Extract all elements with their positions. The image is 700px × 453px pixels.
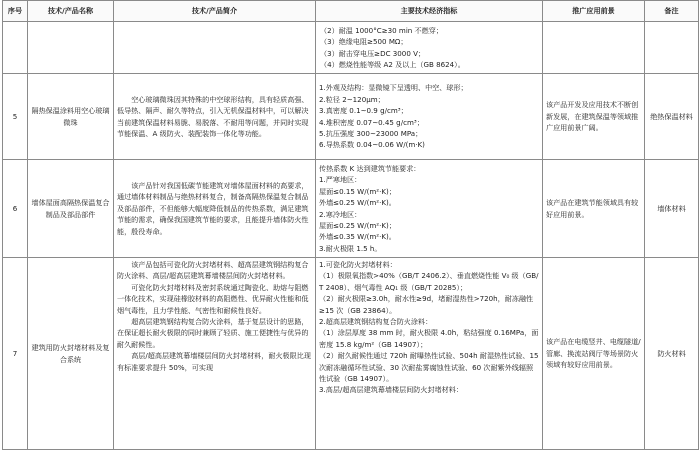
- spec-line: （3）耐击穿电压≥DC 3000 V；: [320, 48, 426, 58]
- intro-paragraph: 可瓷化防火封堵材料及密封系统通过陶瓷化、助熔与阻燃一体化技术，实现硅橡胶材料的高阻燃性、优异耐火性能和低烟气毒性，且力学性能、气密性和耐候性良好。: [117, 282, 309, 315]
- header-spec: 主要技术经济指标: [316, 1, 543, 22]
- header-name: 技术/产品名称: [28, 1, 114, 22]
- cell-spec: [316, 22, 543, 74]
- table-row-6: [3, 160, 699, 258]
- cell-spec: [316, 258, 543, 450]
- cell-promo: 该产品在建筑节能领域具有较好应用前景。: [543, 160, 645, 258]
- spec-line: 1.严寒地区：: [319, 175, 362, 185]
- spec-line: 外墙≤0.25 W/(m²·K)。: [319, 198, 396, 208]
- spec-line: （1）极限氧指数>40%（GB/T 2406.2）、垂直燃烧性能 V₀ 级（GB/T 2408）、烟气毒性 AQ₁ 级（GB/T 20285）；: [319, 271, 539, 292]
- intro-text: 该产品针对我国低碳节能建筑对墙体屋面材料的高要求，通过墙体材料制品与绝热材料复合，制备高隔热保温复合制品及部品部件，不但能够大幅度降低制品的传热系数，满足建筑节能的需求，确保我国建筑节能的要求，且能提升墙体防火性能，殷役寿命。: [117, 180, 309, 236]
- cell-note: 绝热保温材料: [645, 74, 699, 160]
- cell-spec: [316, 160, 543, 258]
- spec-line: 3.高层/超高层建筑幕墙楼层间防火封堵材料：: [319, 385, 463, 395]
- spec-line: 外墙≤0.35 W/(m²·K)。: [319, 232, 396, 242]
- intro-paragraph: 该产品包括可瓷化防火封堵材料、超高层建筑钢结构复合防火涂料、高层/超高层建筑幕墙楼层间防火封堵材料。: [117, 260, 309, 281]
- spec-line: 3.真密度 0.1~0.9 g/cm³；: [319, 106, 408, 116]
- spec-line: （4）燃烧性能等级 A2 及以上（GB 8624）。: [320, 59, 465, 69]
- header-promo: 推广应用前景: [543, 1, 645, 22]
- cell-no: 5: [3, 74, 28, 160]
- spec-line: 3.耐火极限 1.5 h。: [319, 243, 382, 253]
- cell-note: 墙体材料: [645, 160, 699, 258]
- header-note: 备注: [645, 1, 699, 22]
- cell-name: [28, 22, 114, 74]
- spec-line: 2.寒冷地区：: [319, 209, 362, 219]
- spec-line: （2）耐温 1000°C≥30 min 不燃穿；: [320, 25, 443, 35]
- spec-line: 1.外观及结构：显微镜下呈透明、中空、球形；: [319, 83, 468, 93]
- header-row: [3, 1, 699, 22]
- table-row-7: [3, 258, 699, 450]
- cell-intro: [114, 160, 316, 258]
- cell-intro: [114, 22, 316, 74]
- spec-line: 2.粒径 2~120μm；: [319, 94, 385, 104]
- spec-line: 传热系数 K 达到建筑节能要求：: [319, 163, 421, 173]
- technology-catalog-table: [2, 0, 699, 450]
- cell-intro: [114, 74, 316, 160]
- header-no: 序号: [3, 1, 28, 22]
- table-row-5: [3, 74, 699, 160]
- spec-line: 2.超高层建筑钢结构复合防火涂料：: [319, 317, 433, 327]
- spec-line: 1.可瓷化防火封堵材料：: [319, 260, 397, 269]
- cell-no: 6: [3, 160, 28, 258]
- cell-intro: [114, 258, 316, 450]
- spec-line: 屋面≤0.25 W/(m²·K)；: [319, 220, 396, 230]
- cell-note: 防火材料: [645, 258, 699, 450]
- cell-promo: 该产品在电缆竖井、电缆隧道/管廊、换流站阀厅等场景防火领域有较好应用前景。: [543, 258, 645, 450]
- spec-line: 6.导热系数 0.04~0.06 W/(m·K): [319, 140, 425, 150]
- spec-line: 4.堆积密度 0.07~0.45 g/cm³；: [319, 117, 424, 127]
- cell-note: [645, 22, 699, 74]
- intro-text: 空心玻璃微珠因其特殊的中空球形结构，具有轻质高强、低导热、隔声、耐久等特点，引入无机保温材料中，可以解决当前建筑保温材料易脆、易脱落、不耐用等问题，并同时实现节能保温、A 级防火、装配装饰一体化等功能。: [117, 94, 309, 138]
- cell-name: 建筑用防火封堵材料及复合系统: [28, 258, 114, 450]
- spec-line: 5.抗压强度 300~23000 MPa；: [319, 128, 423, 138]
- cell-spec: [316, 74, 543, 160]
- cell-name: 墙体屋面高隔热保温复合制品及部品部件: [28, 160, 114, 258]
- spec-line: 屋面≤0.15 W/(m²·K)；: [319, 186, 396, 196]
- spec-line: （3）绝缘电阻≥500 MΩ；: [320, 37, 408, 47]
- cell-promo: 该产品开发及应用技术不断创新发展，在建筑保温等领域推广应用前景广阔。: [543, 74, 645, 160]
- table-row-continued: [3, 22, 699, 74]
- cell-no: 7: [3, 258, 28, 450]
- cell-promo: [543, 22, 645, 74]
- spec-line: （2）耐火极限≥3.0h，耐水性≥9d，堵耐湿热性>720h，耐冻融性≥15 次（GB 23864）。: [319, 294, 534, 315]
- intro-paragraph: 高层/超高层建筑幕墙楼层间防火封堵材料，耐火极限比现有标准要求提升 50%，可实现: [117, 351, 311, 372]
- cell-no: [3, 22, 28, 74]
- spec-line: （2）耐久耐候性通过 720h 耐曝热性试验、504h 耐湿热性试验、15 次耐冻融循环性试验、30 次耐盐雾腐蚀性试验、60 次耐紫外线辐照性试验（GB 14907）。: [319, 351, 539, 384]
- spec-line: （1）涂层厚度 38 mm 时，耐火极限 4.0h，粘结强度 0.16MPa，面密度 15.8 kg/m²（GB 14907）；: [319, 328, 539, 349]
- cell-name: 隔热保温涂料用空心玻璃微珠: [28, 74, 114, 160]
- header-intro: 技术/产品简介: [114, 1, 316, 22]
- intro-paragraph: 超高层建筑钢结构复合防火涂料，基于复层设计的思路，在保证超长耐火极限的同时兼顾了轻质、施工便捷性与优异的耐久耐候性。: [117, 317, 309, 349]
